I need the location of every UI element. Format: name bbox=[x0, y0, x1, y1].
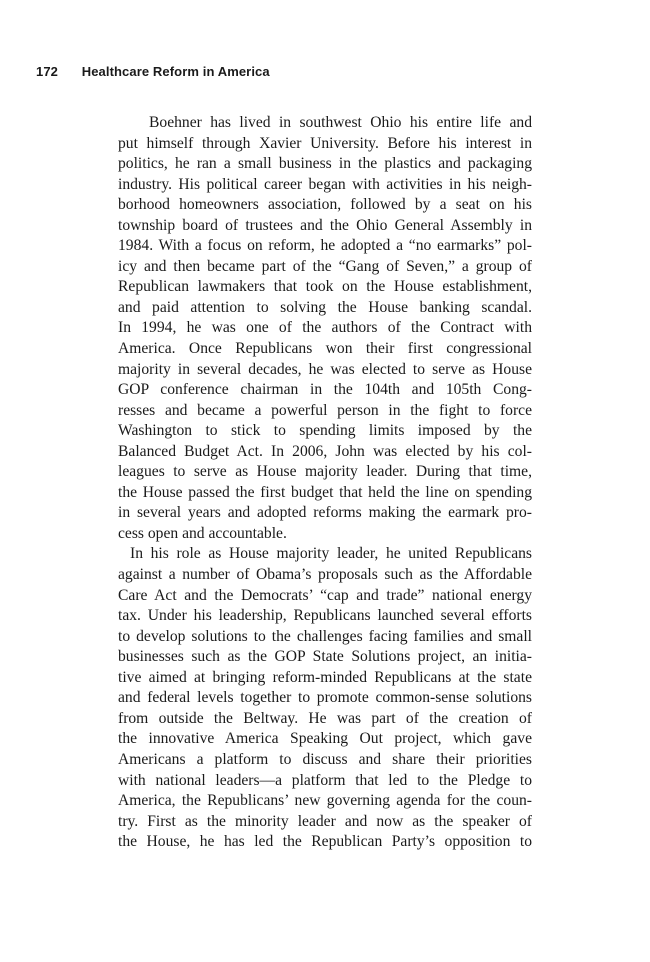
running-header bbox=[36, 64, 270, 79]
running-title: Healthcare Reform in America bbox=[81, 64, 270, 79]
text-line: politics, he ran a small business in the plastics and packaging bbox=[118, 155, 532, 173]
text-line: Republican lawmakers that took on the House establishment, bbox=[118, 278, 532, 296]
text-line: put himself through Xavier University. Before his interest in bbox=[118, 134, 532, 152]
text-line: the innovative America Speaking Out project, which gave bbox=[118, 730, 532, 748]
text-line: majority in several decades, he was elected to serve as House bbox=[118, 360, 532, 378]
text-line: leagues to serve as House majority leader. During that time, bbox=[118, 463, 532, 481]
text-line: Americans a platform to discuss and share their priorities bbox=[118, 750, 532, 768]
text-line: and federal levels together to promote common-sense solutions bbox=[118, 689, 532, 707]
text-line: township board of trustees and the Ohio General Assembly in bbox=[118, 216, 532, 234]
text-line: America. Once Republicans won their first congressional bbox=[118, 340, 532, 358]
text-line: Boehner has lived in southwest Ohio his entire life and bbox=[149, 114, 532, 131]
text-line: icy and then became part of the “Gang of Seven,” a group of bbox=[118, 257, 532, 275]
text-line: the House, he has led the Republican Party’s opposition to bbox=[118, 833, 532, 851]
paragraph-2 bbox=[118, 544, 532, 852]
text-line: cess open and accountable. bbox=[118, 524, 287, 542]
text-line: from outside the Beltway. He was part of the creation of bbox=[118, 709, 532, 727]
text-line: businesses such as the GOP State Solutions project, an initia- bbox=[118, 648, 532, 666]
text-line: tive aimed at bringing reform-minded Republicans at the state bbox=[118, 668, 532, 686]
text-line: industry. His political career began with activities in his neigh- bbox=[118, 175, 532, 193]
text-line: in several years and adopted reforms making the earmark pro- bbox=[118, 504, 532, 522]
text-line: against a number of Obama’s proposals such as the Affordable bbox=[118, 566, 532, 584]
text-line: GOP conference chairman in the 104th and 105th Cong- bbox=[118, 381, 532, 399]
text-line: with national leaders—a platform that led to the Pledge to bbox=[118, 771, 532, 789]
page-number: 172 bbox=[36, 64, 58, 79]
text-line: tax. Under his leadership, Republicans launched several efforts bbox=[118, 607, 532, 625]
text-line: to develop solutions to the challenges facing families and small bbox=[118, 627, 532, 645]
body-text bbox=[118, 113, 532, 853]
paragraph-1 bbox=[118, 113, 532, 544]
text-line: 1984. With a focus on reform, he adopted a “no earmarks” pol- bbox=[118, 237, 532, 255]
text-line: In his role as House majority leader, he united Republicans bbox=[130, 545, 532, 563]
text-line: Balanced Budget Act. In 2006, John was elected by his col- bbox=[118, 442, 532, 460]
text-line: In 1994, he was one of the authors of the Contract with bbox=[118, 319, 532, 337]
text-line: Care Act and the Democrats’ “cap and trade” national energy bbox=[118, 586, 532, 604]
text-line: resses and became a powerful person in the fight to force bbox=[118, 401, 532, 419]
text-line: the House passed the first budget that held the line on spending bbox=[118, 483, 532, 501]
text-line: and paid attention to solving the House banking scandal. bbox=[118, 298, 532, 316]
text-line: Washington to stick to spending limits imposed by the bbox=[118, 422, 532, 440]
text-line: borhood homeowners association, followed by a seat on his bbox=[118, 196, 532, 214]
text-line: America, the Republicans’ new governing agenda for the coun- bbox=[118, 792, 532, 810]
text-line: try. First as the minority leader and now as the speaker of bbox=[118, 812, 532, 830]
